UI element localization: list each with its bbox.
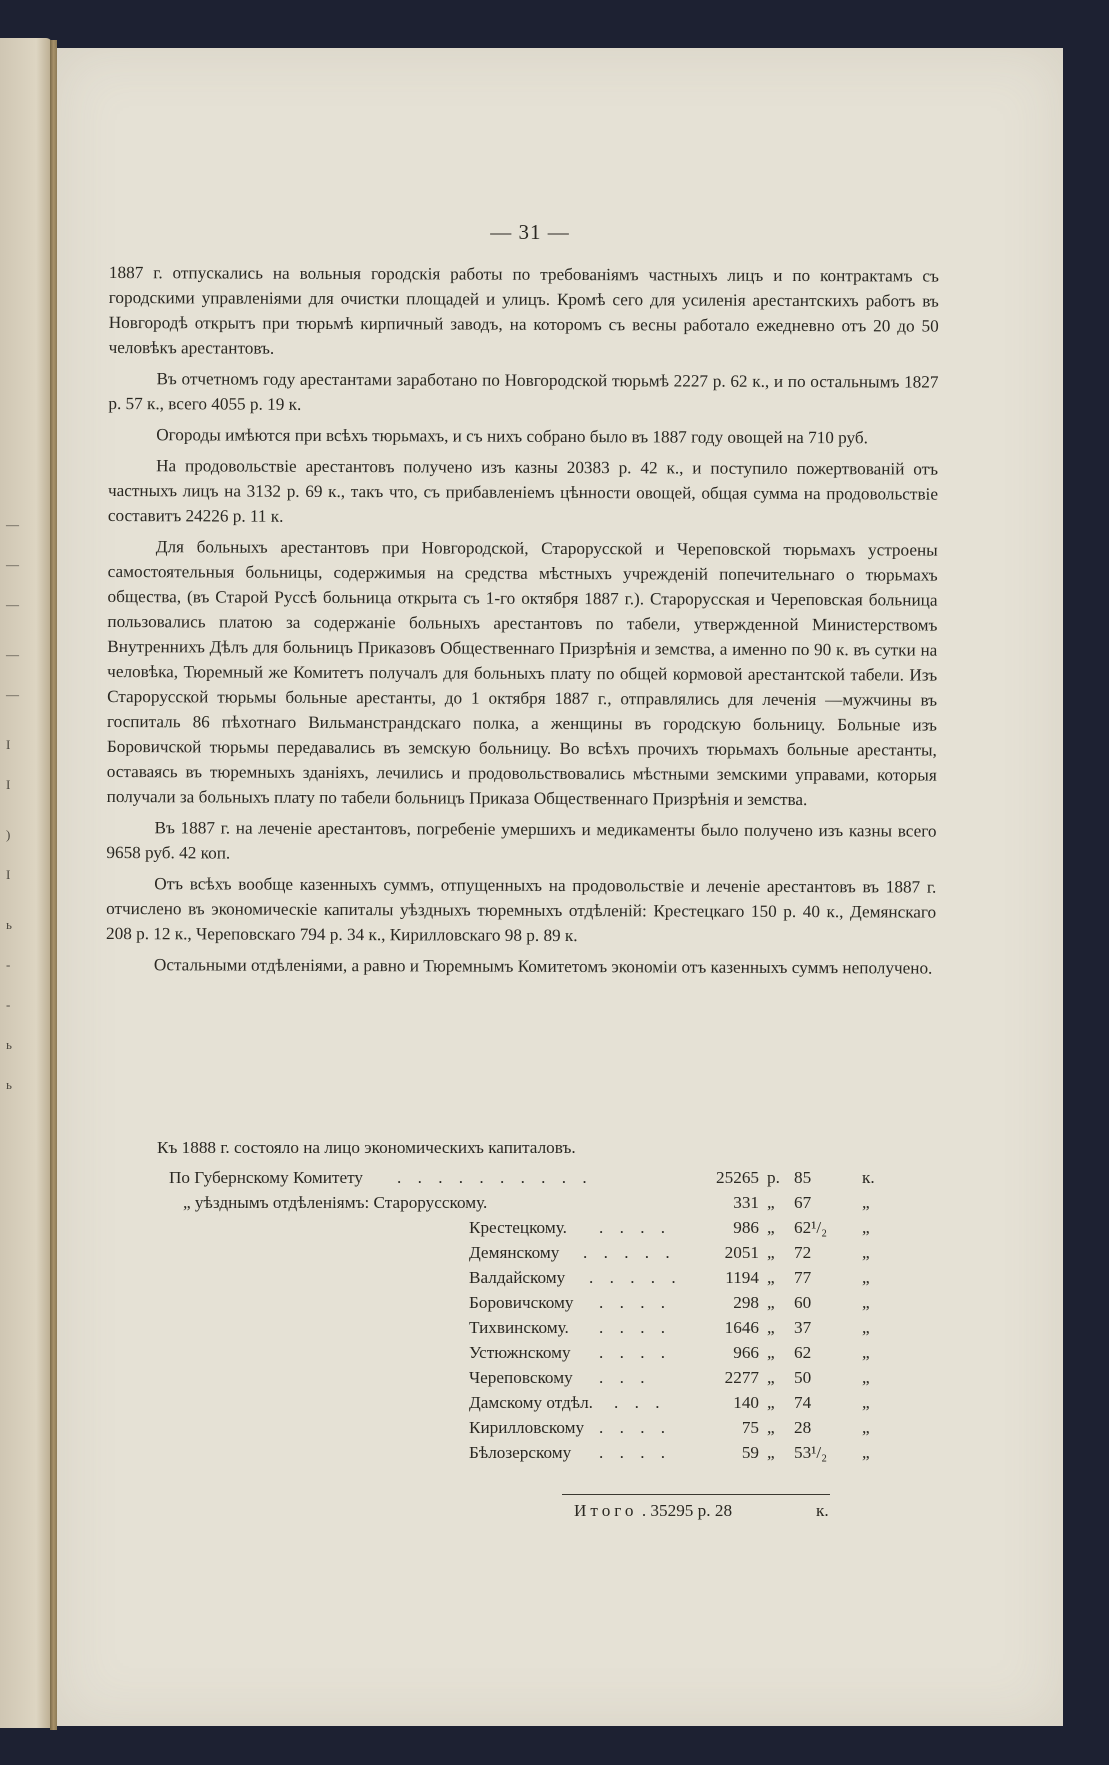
ledger-row	[169, 1265, 870, 1290]
paragraph: Для больныхъ арестантовъ при Новгородской, Старорусской и Череповской тюрьмахъ устроены самостоятельныя больницы, содержимыя на средства мѣстныхъ учрежденій попечительнаго о тюрьмахъ общества, (въ Старой Руссѣ больница открыта съ 1-го октября 1887 г.). Старорусская и Череповская больница пользовались платою за содержаніе больныхъ арестантовъ по табели, утвержденной Министерствомъ Внутреннихъ Дѣлъ для больницъ Приказовъ Общественнаго Призрѣнія и земства, а именно по 90 к. въ сутки на человѣка, Тюремный же Комитетъ получалъ для больныхъ плату по общей кормовой арестантской табели. Изъ Старорусской тюрьмы больные арестанты, до 1 октября 1887 г., отправлялись для леченія —мужчины въ госпиталь 86 пѣхотнаго Вильманстрандскаго полка, а женщины въ городскую больницу. Больные изъ Боровичской тюрьмы передавались въ земскую больницу. Во всѣхъ прочихъ тюрьмахъ больные арестанты, оставаясь въ тюремныхъ зданіяхъ, лечились и продовольствовались мѣстными земскими управами, которыя получали за больныхъ плату по табели больницъ Приказа Общественнаго Призрѣнія и земства.	[106, 537, 938, 810]
ledger-leaders: . . .	[599, 1368, 651, 1387]
ledger-kop: 62	[794, 1343, 812, 1362]
ledger-row	[169, 1315, 870, 1340]
total-kop: 28	[714, 1501, 733, 1520]
ledger-leaders: . . . .	[599, 1343, 672, 1362]
ledger-row	[169, 1290, 870, 1315]
ledger-amount: 2277	[724, 1368, 759, 1387]
prev-page-edge-mark: ь	[6, 1037, 12, 1052]
ledger-k: „	[862, 1418, 870, 1437]
prev-page-edge-mark: —	[6, 557, 19, 572]
total-row	[574, 1501, 829, 1521]
ledger-leaders: . . . . .	[583, 1243, 676, 1262]
ledger-label: Демянскому	[469, 1243, 560, 1262]
ledger-unit: „	[767, 1193, 775, 1212]
ledger-label: Тихвинскому.	[469, 1318, 569, 1337]
ledger-k: „	[862, 1368, 870, 1387]
ledger-label: Дамскому отдѣл.	[469, 1393, 593, 1412]
ledger-label: По Губернскому Комитету	[169, 1168, 363, 1187]
ledger-unit: „	[767, 1268, 775, 1287]
ledger-k: „	[862, 1343, 870, 1362]
ledger-leaders: . . . . .	[589, 1268, 682, 1287]
capital-ledger	[169, 1165, 875, 1465]
ledger-k: „	[862, 1243, 870, 1262]
prev-page-edge-mark: —	[6, 517, 19, 532]
ledger-amount: 75	[741, 1418, 759, 1437]
ledger-row	[169, 1390, 870, 1415]
ledger-unit: „	[767, 1218, 775, 1237]
ledger-unit: „	[767, 1443, 775, 1462]
ledger-label: Крестецкому.	[469, 1218, 567, 1237]
prev-page-edge-mark: —	[6, 687, 19, 702]
paragraph: Остальными отдѣленіями, а равно и Тюремнымъ Комитетомъ экономіи отъ казенныхъ суммъ неполучено.	[153, 955, 933, 978]
ledger-label: Бѣлозерскому	[469, 1443, 572, 1462]
ledger-kop: 37	[794, 1318, 812, 1337]
paragraph: Въ отчетномъ году арестантами заработано по Новгородской тюрьмѣ 2227 р. 62 к., и по остальнымъ 1827 р. 57 к., всего 4055 р. 19 к.	[108, 369, 939, 414]
ledger-k: „	[862, 1318, 870, 1337]
document-page	[57, 48, 1063, 1726]
ledger-leaders: . . . . . . . . . .	[397, 1168, 593, 1187]
ledger-kop: 28	[794, 1418, 812, 1437]
prev-page-edge-mark: I	[6, 867, 11, 882]
ledger-unit: „	[767, 1418, 775, 1437]
ledger-label: Кирилловскому	[469, 1418, 585, 1437]
total-k: к.	[816, 1501, 829, 1520]
ledger-kop: 77	[794, 1268, 812, 1287]
prev-page-edge-mark: I	[6, 737, 11, 752]
ledger-leaders: . . . .	[599, 1443, 672, 1462]
ledger-unit: „	[767, 1318, 775, 1337]
ledger-row	[169, 1440, 870, 1465]
ledger-unit: „	[767, 1368, 775, 1387]
ledger-leaders: . . . .	[599, 1318, 672, 1337]
ledger-unit: р.	[767, 1168, 780, 1187]
ledger-leaders: . . . .	[599, 1418, 672, 1437]
ledger-kop: 60	[794, 1293, 812, 1312]
paragraph: Огороды имѣются при всѣхъ тюрьмахъ, и съ нихъ собрано было въ 1887 году овощей на 710 руб.	[156, 425, 869, 448]
ledger-amount: 2051	[724, 1243, 759, 1262]
ledger-row	[169, 1340, 870, 1365]
ledger-unit: „	[767, 1243, 775, 1262]
total-rule	[562, 1494, 830, 1495]
ledger-k: „	[862, 1218, 870, 1237]
prev-page-edge-mark: )	[6, 827, 11, 842]
total-unit: р.	[697, 1501, 711, 1520]
ledger-kop: 50	[794, 1368, 812, 1387]
paragraph: Въ 1887 г. на леченіе арестантовъ, погребеніе умершихъ и медикаменты было получено изъ казны всего 9658 руб. 42 коп.	[106, 818, 937, 863]
ledger-k: „	[862, 1393, 870, 1412]
ledger-label: Устюжнскому	[469, 1343, 571, 1362]
ledger-label: Валдайскому	[469, 1268, 566, 1287]
ledger-row	[169, 1190, 870, 1215]
paragraph: Отъ всѣхъ вообще казенныхъ суммъ, отпущенныхъ на продовольствіе и леченіе арестантовъ въ 1887 г. отчислено въ экономическіе капиталы уѣздныхъ тюремныхъ отдѣленій: Крестецкаго 150 р. 40 к., Демянскаго 208 р. 12 к., Череповскаго 794 р. 34 к., Кирилловскаго 98 р. 89 к.	[106, 874, 937, 946]
ledger-kop: 67	[794, 1193, 812, 1212]
ledger-unit: „	[767, 1293, 775, 1312]
prev-page-edge-mark: -	[6, 957, 11, 972]
ledger-k: „	[862, 1293, 870, 1312]
prev-page-edge-mark: —	[6, 647, 19, 662]
ledger-row	[169, 1365, 870, 1390]
ledger-k: „	[862, 1193, 870, 1212]
ledger-amount: 59	[741, 1443, 759, 1462]
book-spine	[50, 40, 57, 1730]
total-leaders: .	[641, 1501, 651, 1520]
previous-page-edge	[0, 38, 52, 1728]
ledger-kop: 62¹/₂	[794, 1218, 828, 1237]
ledger-row	[169, 1415, 870, 1440]
capital-intro: Къ 1888 г. состояло на лицо экономическихъ капиталовъ.	[157, 1138, 576, 1157]
prev-page-edge-mark: -	[6, 997, 11, 1012]
ledger-k: „	[862, 1268, 870, 1287]
prev-page-edge-mark: ь	[6, 917, 12, 932]
ledger-kop: 74	[794, 1393, 812, 1412]
ledger-amount: 331	[733, 1193, 759, 1212]
body-text	[106, 260, 939, 987]
ledger-label: Череповскому	[469, 1368, 573, 1387]
ledger-amount: 966	[733, 1343, 759, 1362]
ledger-kop: 53¹/₂	[794, 1443, 828, 1462]
ledger-amount: 986	[733, 1218, 759, 1237]
ledger-amount: 1194	[725, 1268, 759, 1287]
page-number: — 31 —	[490, 220, 570, 244]
ledger-k: „	[862, 1443, 870, 1462]
prev-page-edge-mark: I	[6, 777, 11, 792]
ledger-amount: 1646	[724, 1318, 759, 1337]
ledger-amount: 298	[733, 1293, 759, 1312]
ledger-label: Боровичскому	[469, 1293, 574, 1312]
ledger-leaders: . . . .	[599, 1293, 672, 1312]
ledger-label: „ уѣзднымъ отдѣленіямъ: Старорусскому.	[183, 1193, 488, 1212]
ledger-row	[169, 1165, 875, 1190]
paragraph: 1887 г. отпускались на вольныя городскія работы по требованіямъ частныхъ лицъ и по контрактамъ съ городскими управленіями для очистки площадей и улицъ. Кромѣ сего для усиленія арестантскихъ работъ въ Новгородѣ открытъ при тюрьмѣ кирпичный заводъ, на которомъ съ весны работало ежедневно отъ 20 до 50 человѣкъ арестантовъ.	[108, 262, 939, 358]
ledger-amount: 25265	[716, 1168, 759, 1187]
ledger-leaders: . . .	[614, 1393, 666, 1412]
ledger-amount: 140	[733, 1393, 759, 1412]
ledger-kop: 85	[794, 1168, 812, 1187]
paragraph: На продовольствіе арестантовъ получено изъ казны 20383 р. 42 к., и поступило пожертвованій отъ частныхъ лицъ на 3132 р. 69 к., такъ что, съ прибавленіемъ цѣнности овощей, общая сумма на продовольствіе составитъ 24226 р. 11 к.	[107, 456, 939, 526]
ledger-leaders: . . . .	[599, 1218, 672, 1237]
prev-page-edge-mark: —	[6, 597, 19, 612]
ledger-row	[169, 1215, 870, 1240]
total-label: Итого	[574, 1501, 638, 1520]
prev-page-edge-mark: ь	[6, 1077, 12, 1092]
ledger-unit: „	[767, 1393, 775, 1412]
ledger-unit: „	[767, 1343, 775, 1362]
ledger-row	[169, 1240, 870, 1265]
total-amount: 35295	[650, 1501, 694, 1520]
ledger-k: к.	[862, 1168, 875, 1187]
ledger-kop: 72	[794, 1243, 812, 1262]
